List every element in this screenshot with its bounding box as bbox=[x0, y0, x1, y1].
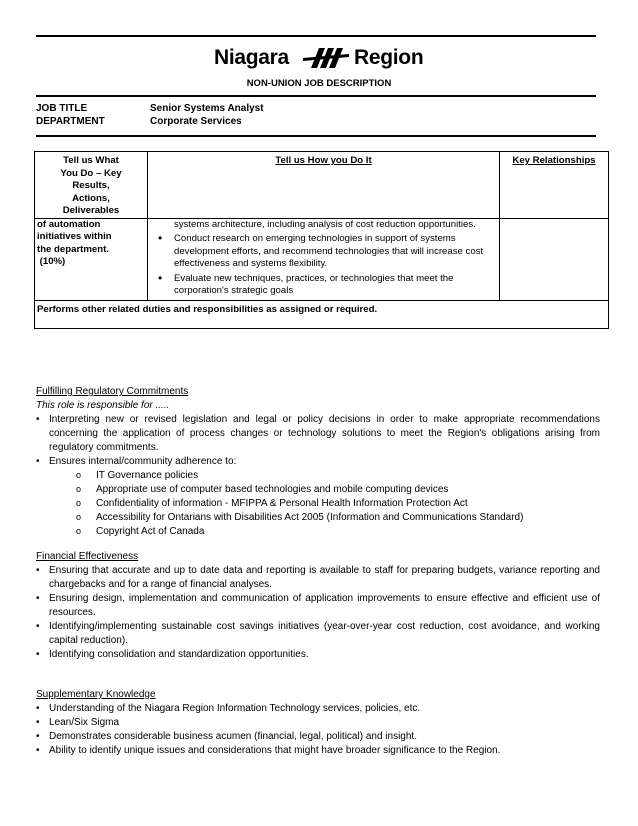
document-subtitle: NON-UNION JOB DESCRIPTION bbox=[246, 78, 392, 89]
row-relationships-cell bbox=[500, 218, 609, 300]
responsibilities-table bbox=[34, 151, 609, 329]
header-rule bbox=[36, 95, 596, 97]
list-item: • Identifying/implementing sustainable cost savings initiatives (year-over-year cost reduction, cost avoidance, and working capital reduction). bbox=[36, 620, 600, 648]
header-what-you-do: Tell us What You Do – Key Results, Actions, Deliverables bbox=[35, 152, 148, 219]
list-item: • Evaluate new techniques, practices, or technologies that meet the corporation's strategic goals bbox=[174, 273, 497, 298]
logo-text-right: Region bbox=[354, 46, 424, 69]
logo-text-left: Niagara bbox=[214, 46, 289, 69]
section-knowledge bbox=[36, 688, 600, 758]
job-title-label: JOB TITLE bbox=[36, 103, 88, 114]
niagara-region-logo bbox=[214, 44, 428, 74]
sub-list-item: o Confidentiality of information - MFIPPA & Personal Health Information Protection Act bbox=[49, 497, 600, 511]
section-title: Financial Effectiveness bbox=[36, 551, 139, 562]
section-financial bbox=[36, 550, 600, 662]
section-title: Supplementary Knowledge bbox=[36, 689, 156, 700]
list-item: • Identifying consolidation and standardization opportunities. bbox=[36, 648, 600, 662]
list-item: • Ensures internal/community adherence to: o IT Governance policies o Appropriate use of computer based technologies and mobile computing devices o Confidentiality of information - MFIPPA & Personal Health Information Protection Act o Accessibility for Ontarians with Disabilities Act 2005 (Information and Communications Standard) o Copyright Act of Canada bbox=[36, 455, 600, 539]
meta-rule bbox=[36, 135, 596, 137]
department-value: Corporate Services bbox=[150, 116, 242, 127]
sub-list-item: o Appropriate use of computer based technologies and mobile computing devices bbox=[49, 483, 600, 497]
section-regulatory bbox=[36, 385, 600, 539]
table-footer-row bbox=[35, 300, 609, 329]
list-item: systems architecture, including analysis of cost reduction opportunities. bbox=[174, 218, 476, 230]
other-duties-cell: Performs other related duties and responsibilities as assigned or required. bbox=[35, 300, 609, 329]
section-intro: This role is responsible for ..... bbox=[36, 400, 170, 411]
section-title: Fulfilling Regulatory Commitments bbox=[36, 386, 189, 397]
list-item: • Understanding of the Niagara Region Information Technology services, policies, etc. bbox=[36, 702, 600, 716]
sub-list-item: o IT Governance policies bbox=[49, 469, 600, 483]
list-item: • Ensuring that accurate and up to date data and reporting is available to staff for preparing budgets, variance reporting and chargebacks and for a range of financial analyses. bbox=[36, 564, 600, 592]
sub-list-item: o Accessibility for Ontarians with Disabilities Act 2005 (Information and Communications Standard) bbox=[49, 511, 600, 525]
sub-list-item: o Copyright Act of Canada bbox=[49, 525, 600, 539]
header-how-you-do-it: Tell us How you Do It bbox=[148, 152, 500, 219]
list-item: • Conduct research on emerging technologies in support of systems development efforts, and recommend technologies that will increase cost effectiveness and systems flexibility. bbox=[174, 233, 497, 271]
department-label: DEPARTMENT bbox=[36, 116, 105, 127]
table-row bbox=[35, 218, 609, 300]
row-what-cell: of automation initiatives within the department. (10%) bbox=[35, 218, 148, 300]
job-title-value: Senior Systems Analyst bbox=[150, 103, 264, 114]
niagara-region-logo-mark-icon bbox=[301, 44, 351, 72]
list-item: • Ensuring design, implementation and communication of application improvements to ensure effective and efficient use of resources. bbox=[36, 592, 600, 620]
row-how-cell bbox=[148, 218, 500, 300]
header-key-relationships: Key Relationships bbox=[500, 152, 609, 219]
list-item: • Demonstrates considerable business acumen (financial, legal, political) and insight. bbox=[36, 730, 600, 744]
top-rule bbox=[36, 35, 596, 37]
list-item: • Interpreting new or revised legislation and legal or policy decisions in order to make appropriate recommendations concerning the application of process changes or technology solutions to meet the Region's obligations arising from regulatory commitments. bbox=[36, 413, 600, 455]
job-meta bbox=[36, 102, 264, 128]
list-item: • Lean/Six Sigma bbox=[36, 716, 600, 730]
list-item: • Ability to identify unique issues and considerations that might have broader significance to the Region. bbox=[36, 744, 600, 758]
table-header-row bbox=[35, 152, 609, 219]
